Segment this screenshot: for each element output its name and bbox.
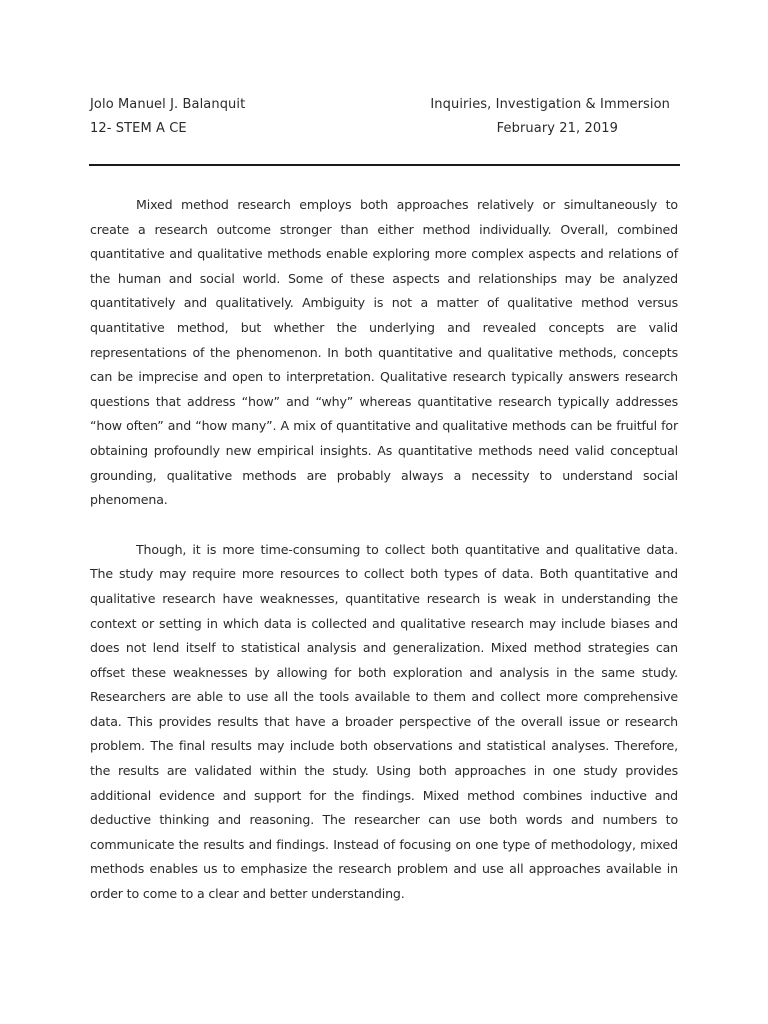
document-date: February 21, 2019	[496, 121, 618, 136]
document-body	[90, 193, 678, 907]
class-section: 12- STEM A CE	[90, 121, 187, 136]
course-title: Inquiries, Investigation & Immersion	[430, 97, 670, 112]
header-divider	[89, 164, 680, 166]
paragraph-1: Mixed method research employs both approaches relatively or simultaneously to create a research outcome stronger than either method individually. Overall, combined quantitative and qualitative methods enable exploring more complex aspects and relations of the human and social world. Some of these aspects and relationships may be analyzed quantitatively and qualitatively. Ambiguity is not a matter of qualitative method versus quantitative method, but whether the underlying and revealed concepts are valid representations of the phenomenon. In both quantitative and qualitative methods, concepts can be imprecise and open to interpretation. Qualitative research typically answers research questions that address “how” and “why” whereas quantitative research typically addresses “how often” and “how many”. A mix of quantitative and qualitative methods can be fruitful for obtaining profoundly new empirical insights. As quantitative methods need valid conceptual grounding, qualitative methods are probably always a necessity to understand social phenomena.	[90, 197, 678, 508]
header-row-1	[90, 95, 680, 119]
author-name: Jolo Manuel J. Balanquit	[90, 97, 246, 112]
document-header	[90, 95, 680, 143]
paragraph-2: Though, it is more time-consuming to collect both quantitative and qualitative data. The study may require more resources to collect both types of data. Both quantitative and qualitative research have weaknesses, quantitative research is weak in understanding the context or setting in which data is collected and qualitative research may include biases and does not lend itself to statistical analysis and generalization. Mixed method strategies can offset these weaknesses by allowing for both exploration and analysis in the same study. Researchers are able to use all the tools available to them and collect more comprehensive data. This provides results that have a broader perspective of the overall issue or research problem. The final results may include both observations and statistical analyses. Therefore, the results are validated within the study. Using both approaches in one study provides additional evidence and support for the findings. Mixed method combines inductive and deductive thinking and reasoning. The researcher can use both words and numbers to communicate the results and findings. Instead of focusing on one type of methodology, mixed methods enables us to emphasize the research problem and use all approaches available in order to come to a clear and better understanding.	[90, 541, 678, 902]
header-row-2	[90, 119, 680, 143]
